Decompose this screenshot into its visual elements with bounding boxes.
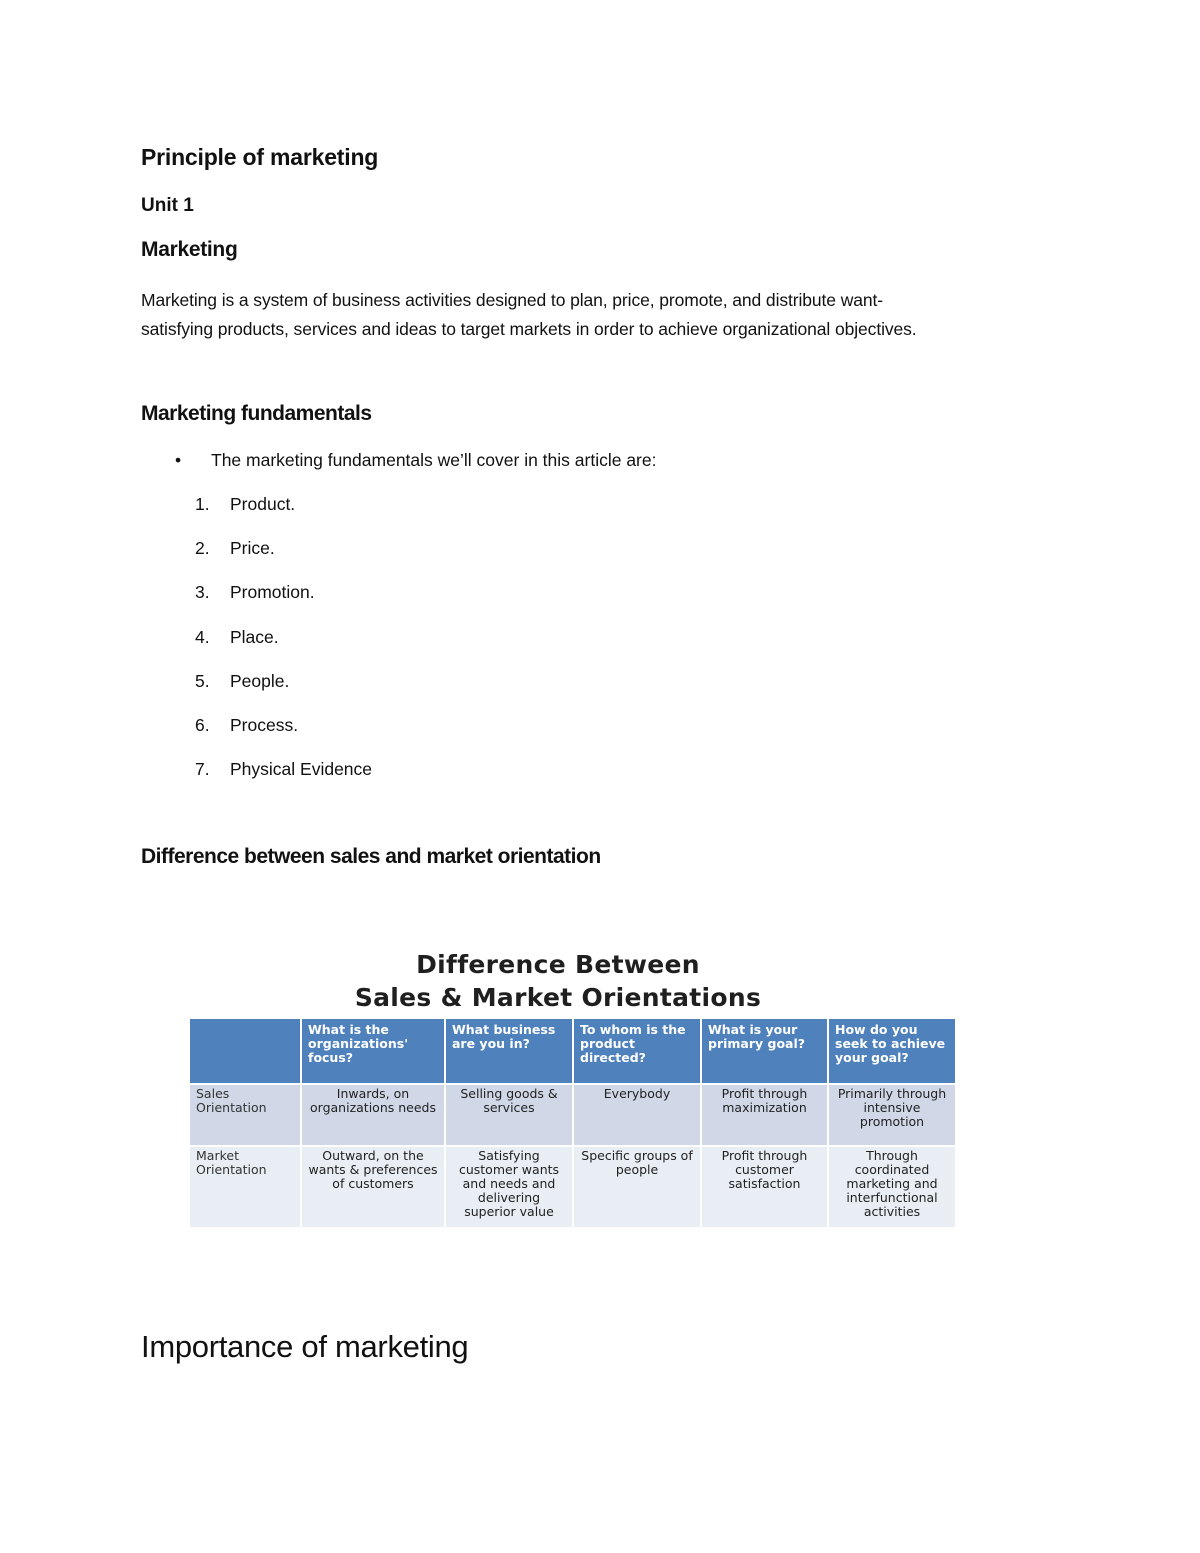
list-item-number: 2. [195, 538, 210, 559]
list-item [195, 582, 372, 626]
list-item-number: 1. [195, 494, 210, 514]
list-item-text: Price. [230, 538, 275, 559]
table-row [189, 1146, 956, 1228]
list-item-number: 3. [195, 582, 210, 603]
table-header-row [189, 1018, 956, 1084]
marketing-heading: Marketing [141, 238, 238, 261]
list-item-number: 4. [195, 626, 210, 647]
table-cell: Profit through maximization [701, 1084, 828, 1146]
list-item-text: Physical Evidence [230, 759, 373, 780]
list-item-text: Promotion. [230, 582, 315, 603]
list-item-text: Product. [230, 494, 296, 514]
table-cell: Specific groups of people [573, 1146, 701, 1228]
table-cell: Primarily through intensive promotion [828, 1084, 956, 1146]
figure-title-line-2: Sales & Market Orientations [354, 983, 762, 1012]
list-item [195, 494, 372, 538]
bullet-icon: • [175, 450, 182, 470]
table-cell: Selling goods & services [445, 1084, 573, 1146]
bullet-text: The marketing fundamentals we’ll cover in this article are: [211, 450, 657, 470]
table-cell: Through coordinated marketing and interfunctional activities [828, 1146, 956, 1228]
list-item-text: Place. [230, 626, 279, 647]
fundamentals-bullet [175, 450, 656, 471]
list-item [195, 627, 372, 671]
column-header: What is your primary goal? [701, 1018, 828, 1084]
list-item [195, 715, 372, 759]
column-header [189, 1018, 301, 1084]
table-cell: Everybody [573, 1084, 701, 1146]
list-item-number: 5. [195, 670, 210, 691]
list-item-number: 6. [195, 714, 210, 735]
table-row [189, 1084, 956, 1146]
fundamentals-heading: Marketing fundamentals [141, 402, 372, 425]
document-title: Principle of marketing [141, 144, 379, 170]
column-header: What business are you in? [445, 1018, 573, 1084]
column-header: To whom is the product directed? [573, 1018, 701, 1084]
table-cell: Profit through customer satisfaction [701, 1146, 828, 1228]
difference-heading: Difference between sales and market orientation [141, 845, 601, 868]
definition-line-2: satisfying products, services and ideas to target markets in order to achieve organizational objectives. [141, 319, 917, 339]
list-item [195, 759, 372, 803]
orientation-table [188, 1017, 957, 1229]
list-item [195, 671, 372, 715]
unit-label: Unit 1 [141, 195, 194, 216]
list-item-number: 7. [195, 759, 210, 780]
figure-title-line-1: Difference Between [416, 950, 700, 979]
row-header: Sales Orientation [189, 1084, 301, 1146]
fundamentals-list [195, 494, 372, 803]
list-item-text: Process. [230, 714, 299, 735]
table-cell: Inwards, on organizations needs [301, 1084, 445, 1146]
list-item [195, 538, 372, 582]
importance-heading: Importance of marketing [141, 1329, 469, 1364]
orientation-comparison-figure [188, 948, 955, 1224]
marketing-definition [141, 286, 1061, 344]
table-cell: Satisfying customer wants and needs and delivering superior value [445, 1146, 573, 1228]
list-item-text: People. [230, 670, 290, 691]
table-cell: Outward, on the wants & preferences of customers [301, 1146, 445, 1228]
column-header: What is the organizations' focus? [301, 1018, 445, 1084]
row-header: Market Orientation [189, 1146, 301, 1228]
definition-line-1: Marketing is a system of business activities designed to plan, price, promote, and distribute want- [141, 290, 883, 310]
column-header: How do you seek to achieve your goal? [828, 1018, 956, 1084]
